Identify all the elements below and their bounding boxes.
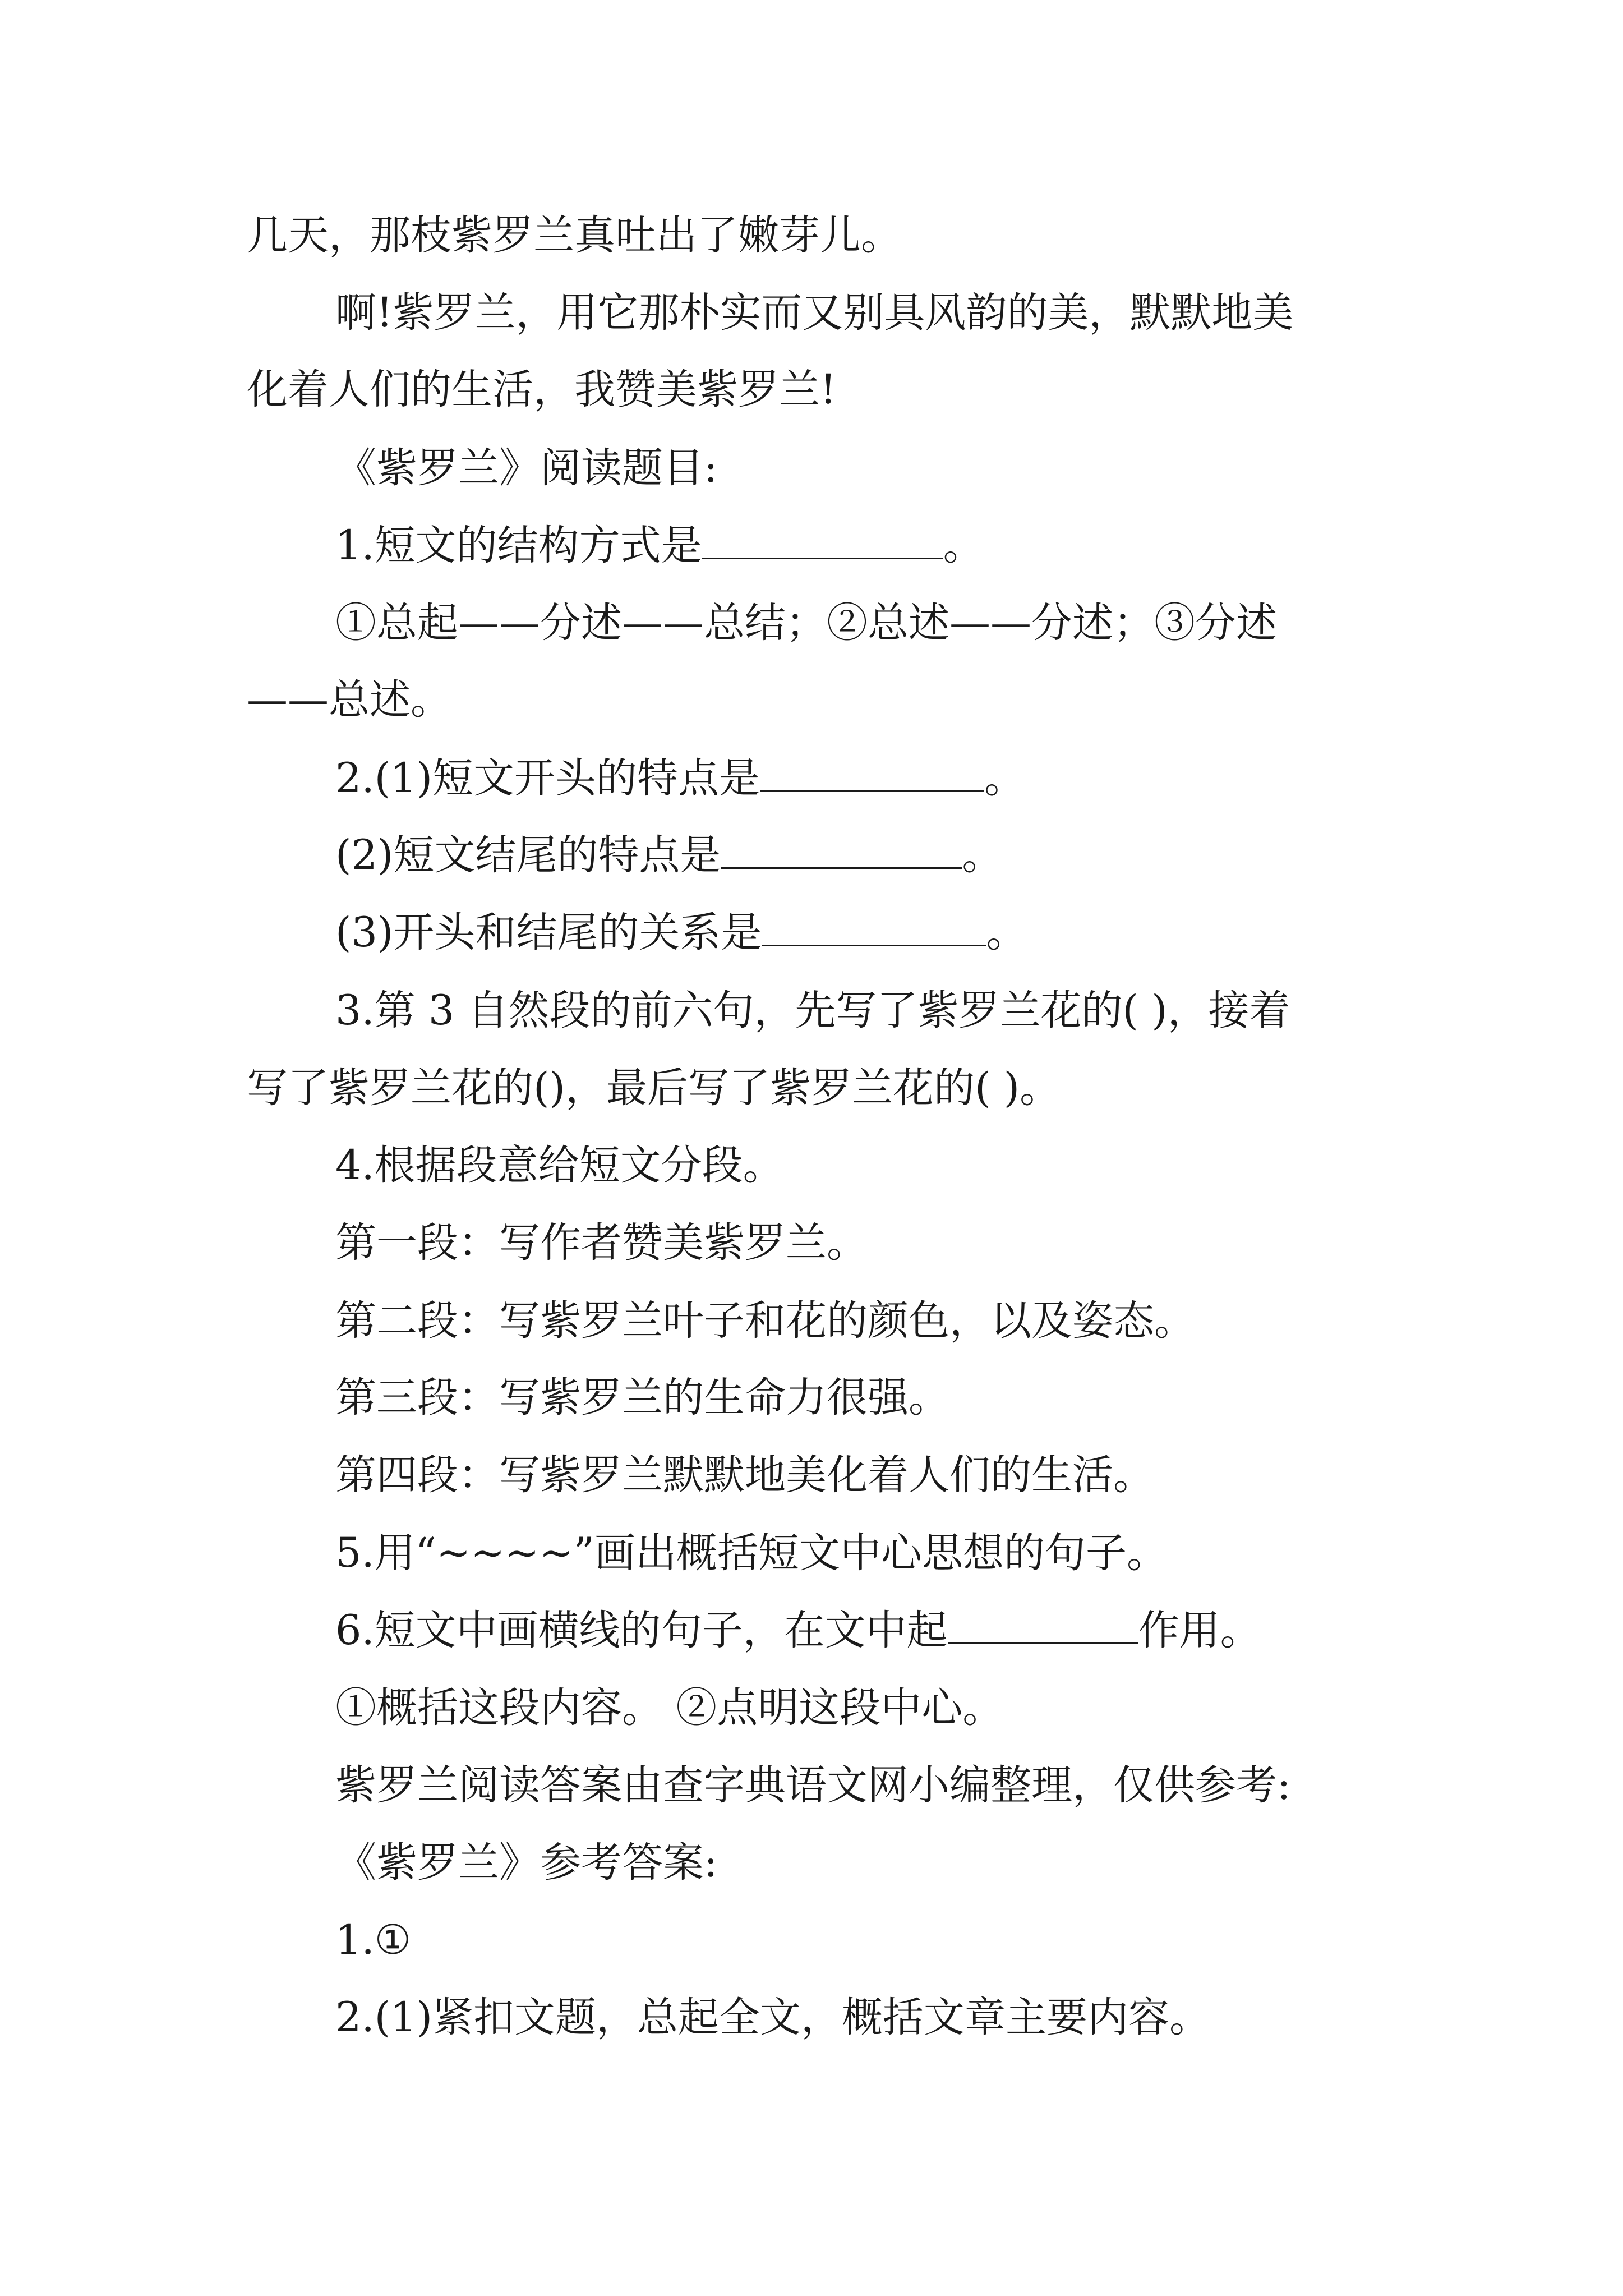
question-6 (335, 1603, 1261, 1659)
question-2-3 (335, 905, 1027, 961)
question-2-2 (335, 827, 1003, 884)
question-6-options: ①概括这段内容。 ②点明这段中心。 (335, 1684, 1004, 1732)
answer-blank[interactable] (721, 832, 962, 869)
question-1-options: ——总述。 (247, 676, 451, 724)
question-text: 2.(1)短文开头的特点是 (335, 754, 760, 802)
question-heading: 《紫罗兰》阅读题目: (335, 444, 718, 492)
question-2-1 (335, 751, 1025, 807)
answer-note: 紫罗兰阅读答案由查字典语文网小编整理，仅供参考: (335, 1761, 1291, 1809)
question-text: 。 (962, 831, 1003, 879)
question-1-options: ①总起——分述——总结；②总述——分述；③分述 (335, 599, 1277, 647)
question-4-item: 第三段：写紫罗兰的生命力很强。 (335, 1374, 949, 1421)
answer-1: 1.① (335, 1916, 412, 1964)
answer-2: 2.(1)紧扣文题，总起全文，概括文章主要内容。 (335, 1994, 1211, 2041)
question-text: 1.短文的结构方式是 (335, 522, 702, 569)
question-4-item: 第二段：写紫罗兰叶子和花的颜色，以及姿态。 (335, 1297, 1195, 1345)
text-line: 几天，那枝紫罗兰真吐出了嫩芽儿。 (247, 211, 902, 259)
question-4: 4.根据段意给短文分段。 (335, 1142, 784, 1189)
text-line: 化着人们的生活，我赞美紫罗兰! (247, 366, 837, 413)
question-text: (2)短文结尾的特点是 (335, 831, 721, 879)
answer-blank[interactable] (948, 1608, 1138, 1644)
answer-blank[interactable] (760, 756, 984, 792)
question-text: (3)开头和结尾的关系是 (335, 909, 762, 956)
question-1 (335, 518, 984, 574)
question-4-item: 第一段：写作者赞美紫罗兰。 (335, 1219, 868, 1267)
question-5: 5.用“~~~~”画出概括短文中心思想的句子。 (335, 1529, 1168, 1577)
answer-blank[interactable] (702, 523, 943, 559)
question-text: 。 (986, 909, 1027, 956)
text-line: 啊!紫罗兰，用它那朴实而又别具风韵的美，默默地美 (335, 289, 1294, 337)
question-3: 3.第 3 自然段的前六句，先写了紫罗兰花的( )，接着 (335, 987, 1290, 1034)
question-text: 。 (943, 522, 984, 569)
question-text: 6.短文中画横线的句子，在文中起 (335, 1607, 948, 1654)
answer-heading: 《紫罗兰》参考答案: (335, 1839, 718, 1887)
question-text: 。 (984, 754, 1026, 802)
question-text: 作用。 (1138, 1607, 1261, 1654)
answer-blank[interactable] (762, 910, 986, 946)
question-4-item: 第四段：写紫罗兰默默地美化着人们的生活。 (335, 1451, 1154, 1499)
question-3: 写了紫罗兰花的()，最后写了紫罗兰花的( )。 (247, 1064, 1061, 1112)
